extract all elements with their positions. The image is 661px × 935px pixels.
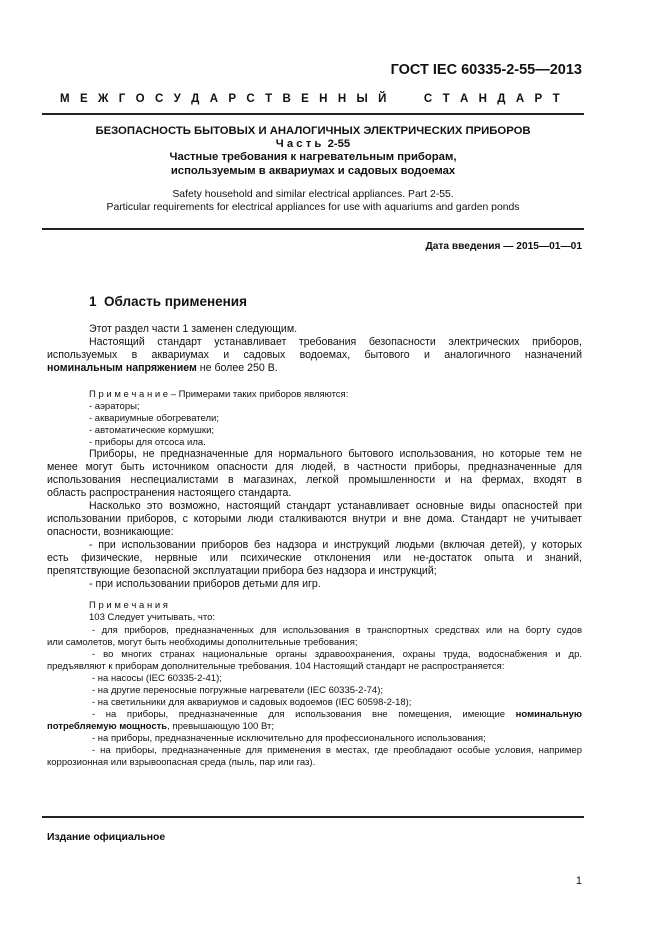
heading-letter: Н: [319, 93, 328, 105]
edition-label: Издание официальное: [47, 832, 166, 843]
heading-letter: Т: [552, 93, 560, 105]
note-heading: П р и м е ч а н и е – Примерами таких приборов являются:: [89, 389, 349, 400]
heading-letter: В: [282, 93, 291, 105]
heading-letter: М: [60, 93, 70, 105]
paragraph-line: Настоящий стандарт устанавливает требования безопасности электрических приборов,: [89, 336, 582, 348]
note-item: - приборы для отсоса ила.: [89, 437, 206, 448]
note-line: коррозионная или взрывоопасная среда (пыль, пар или газ).: [47, 757, 316, 768]
note-line: предъявляют к приборам дополнительные требования. 104 Настоящий стандарт не распространяется:: [47, 661, 505, 672]
paragraph-line: менее могут быть источником опасности для людей, в частности приборы, предназначенные для: [47, 461, 582, 473]
paragraph-line: есть физические, нервные или психические отклонения или не-достаток опыта и знаний,: [47, 552, 582, 564]
heading-letter: А: [459, 93, 469, 105]
paragraph-line: область распространения настоящего стандарта.: [47, 487, 292, 499]
note-line: [47, 721, 582, 733]
title-line: БЕЗОПАСНОСТЬ БЫТОВЫХ И АНАЛОГИЧНЫХ ЭЛЕКТРИЧЕСКИХ ПРИБОРОВ: [95, 125, 531, 137]
document-title: [42, 125, 584, 178]
term-bold: номинальным напряжением: [47, 362, 197, 374]
text: , превышающую 100 Вт;: [167, 721, 274, 732]
paragraph-line: - при использовании приборов детьми для игр.: [89, 578, 321, 590]
heading-letter: С: [154, 93, 164, 105]
paragraph-line: Приборы, не предназначенные для нормального бытового использования, но которые тем не: [89, 448, 582, 460]
note-line: - на приборы, предназначенные для применения в местах, где преобладают особые условия, например: [92, 745, 582, 756]
note-item: - аквариумные обогреватели;: [89, 413, 219, 424]
note-line: - для приборов, предназначенных для использования в транспортных средствах или на борту судов: [92, 625, 582, 636]
notes-heading: П р и м е ч а н и я: [89, 600, 168, 611]
title-line: Частные требования к нагревательным приборам,: [169, 151, 457, 164]
note-item: - аэраторы;: [89, 401, 140, 412]
heading-letter: Н: [337, 93, 347, 105]
heading-letter: Е: [301, 93, 309, 105]
header-rule: [42, 113, 584, 115]
heading-letter: С: [423, 93, 433, 105]
interstate-standard-heading: [60, 93, 560, 105]
heading-letter: Т: [442, 93, 450, 105]
text: - на приборы, предназначенные для использования вне помещения, имеющие: [92, 709, 516, 720]
term-bold: номинальную: [515, 709, 582, 720]
paragraph-line: использовании приборов, с которыми люди сталкиваются внутри и вне дома. Стандарт не учитывает: [47, 513, 582, 525]
paragraph-line: использования неспециалистами в магазинах, легкой промышленности и на фермах, входят в: [47, 474, 582, 486]
heading-letter: Д: [191, 93, 200, 105]
heading-letter: Г: [118, 93, 126, 105]
heading-letter: С: [246, 93, 255, 105]
paragraph-line: используемых в аквариумах и садовых водоемах, бытового и аналогичного назначений: [47, 349, 582, 361]
title-line: используемым в аквариумах и садовых водоемах: [170, 164, 456, 177]
title-part: Ч а с т ь 2-55: [275, 138, 351, 151]
heading-letter: Ы: [356, 93, 368, 105]
heading-letter: [410, 93, 413, 105]
heading-letter: Р: [228, 93, 237, 105]
note-line: - во многих странах национальные органы здравоохранения, охраны труда, водоснабжения и др.: [92, 649, 582, 660]
paragraph-line: [47, 362, 582, 375]
note-line: 103 Следует учитывать, что:: [89, 612, 216, 623]
english-title-line: Safety household and similar electrical appliances. Part 2-55.: [172, 189, 454, 200]
heading-letter: [397, 93, 400, 105]
heading-letter: Д: [497, 93, 506, 105]
paragraph-line: Насколько это возможно, настоящий стандарт устанавливает основные виды опасностей при: [89, 500, 582, 512]
note-line: - на другие переносные погружные нагреватели (IEC 60335-2-74);: [92, 685, 384, 696]
english-title: [42, 189, 584, 214]
heading-letter: Е: [79, 93, 88, 105]
title-rule: [42, 228, 584, 230]
note-line: - на приборы, предназначенные исключительно для профессионального использования;: [92, 733, 486, 744]
note-item: - автоматические кормушки;: [89, 425, 215, 436]
heading-letter: Н: [478, 93, 487, 105]
heading-letter: А: [515, 93, 525, 105]
page-number: 1: [575, 875, 582, 887]
heading-letter: У: [173, 93, 181, 105]
text: не более 250 В.: [196, 362, 278, 374]
introduction-date: Дата введения — 2015—01—01: [425, 241, 582, 252]
english-title-line: Particular requirements for electrical appliances for use with aquariums and garden ponds: [106, 201, 520, 213]
heading-letter: Т: [265, 93, 273, 105]
heading-letter: Р: [534, 93, 543, 105]
paragraph-line: опасности, возникающие:: [47, 526, 174, 538]
paragraph-line: препятствующие безопасной эксплуатации прибора без надзора и инструкций;: [47, 565, 437, 577]
footer-rule: [42, 816, 584, 818]
heading-letter: Й: [378, 93, 387, 105]
term-bold: потребляемую мощность: [47, 721, 168, 732]
note-line: - на светильники для аквариумов и садовых водоемов (IEC 60598-2-18);: [92, 697, 412, 708]
heading-letter: Ж: [97, 93, 109, 105]
note-line: или самолетов, могут быть необходимы дополнительные требования;: [47, 637, 358, 648]
document-number: ГОСТ IEC 60335-2-55—2013: [390, 62, 582, 78]
note-line: - на насосы (IEC 60335-2-41);: [92, 673, 222, 684]
heading-letter: О: [135, 93, 145, 105]
paragraph-line: - при использовании приборов без надзора и инструкций людьми (включая детей), у которых: [89, 539, 582, 551]
paragraph-line: Этот раздел части 1 заменен следующим.: [89, 323, 298, 335]
section-heading: 1 Область применения: [89, 294, 247, 309]
note-line: [92, 709, 582, 721]
heading-letter: А: [209, 93, 219, 105]
